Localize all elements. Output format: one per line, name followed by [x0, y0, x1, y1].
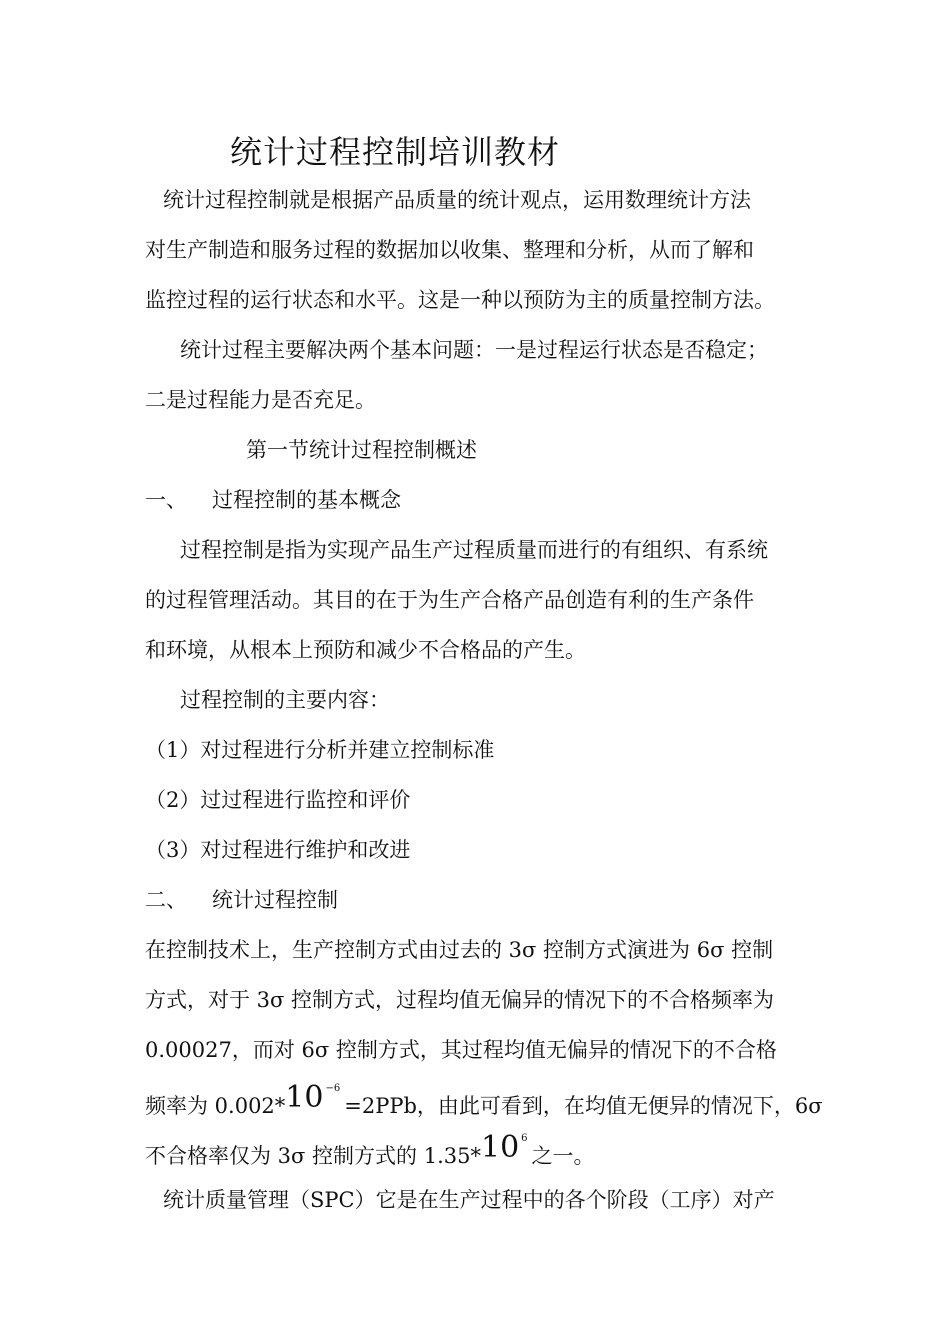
definition-line-3: 和环境，从根本上预防和减少不合格品的产生。 — [145, 638, 586, 662]
power-base-2: 10 — [480, 1130, 520, 1165]
heading-2-number: 二、 — [145, 888, 187, 912]
heading-1 — [145, 483, 810, 517]
problems-line-1: 统计过程主要解决两个基本问题：一是过程运行状态是否稳定； — [180, 338, 768, 362]
heading-1-number: 一、 — [145, 488, 187, 512]
spc-line-5 — [145, 1130, 810, 1178]
spc-line-2: 方式，对于 3σ 控制方式，过程均值无偏异的情况下的不合格频率为 — [145, 988, 775, 1012]
contents-item-3: （3）对过程进行维护和改进 — [145, 838, 411, 862]
section-title: 第一节统计过程控制概述 — [246, 438, 477, 462]
spc-definition-line: 统计质量管理（SPC）它是在生产过程中的各个阶段（工序）对产 — [163, 1188, 775, 1212]
spc-line-4 — [145, 1080, 823, 1128]
heading-2 — [145, 883, 810, 917]
problems-line-2: 二是过程能力是否充足。 — [145, 388, 376, 412]
contents-item-1: （1）对过程进行分析并建立控制标准 — [145, 738, 495, 762]
heading-1-text: 过程控制的基本概念 — [212, 488, 401, 512]
power-exponent-2: 6 — [521, 1133, 528, 1144]
intro-line-2: 对生产制造和服务过程的数据加以收集、整理和分析，从而了解和 — [145, 238, 754, 262]
spc-line-3: 0.00027，而对 6σ 控制方式，其过程均值无偏异的情况下的不合格 — [145, 1038, 777, 1062]
power-base: 10 — [285, 1080, 324, 1115]
intro-line-1: 统计过程控制就是根据产品质量的统计观点，运用数理统计方法 — [163, 188, 751, 212]
contents-label: 过程控制的主要内容： — [180, 688, 390, 712]
heading-2-text: 统计过程控制 — [212, 888, 338, 912]
power-exponent: −6 — [325, 1083, 341, 1094]
document-title: 统计过程控制培训教材 — [230, 133, 561, 171]
contents-item-2: （2）过过程进行监控和评价 — [145, 788, 411, 812]
spc-line-5-post: 之一。 — [531, 1144, 595, 1168]
definition-line-1: 过程控制是指为实现产品生产过程质量而进行的有组织、有系统 — [180, 538, 768, 562]
spc-line-5-pre: 不合格率仅为 3σ 控制方式的 1.35* — [145, 1144, 481, 1168]
spc-line-4-pre: 频率为 0.002* — [145, 1094, 286, 1118]
spc-line-4-post: =2PPb，由此可看到，在均值无便异的情况下，6σ — [344, 1094, 823, 1118]
spc-line-1: 在控制技术上，生产控制方式由过去的 3σ 控制方式演进为 6σ 控制 — [145, 938, 774, 962]
intro-line-3: 监控过程的运行状态和水平。这是一种以预防为主的质量控制方法。 — [145, 288, 775, 312]
definition-line-2: 的过程管理活动。其目的在于为生产合格产品创造有利的生产条件 — [145, 588, 754, 612]
